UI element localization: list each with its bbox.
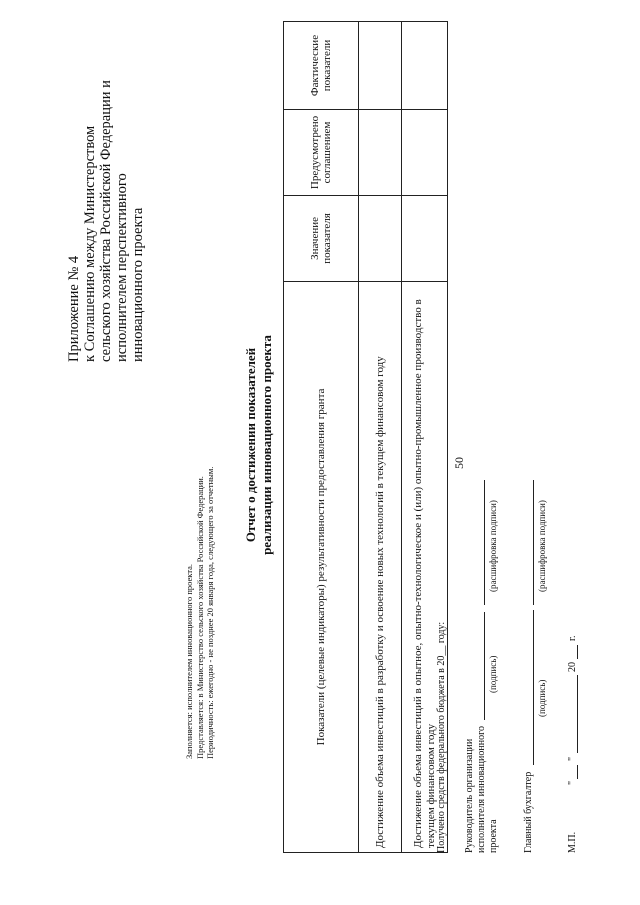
planned-cell[interactable] xyxy=(402,110,448,196)
accountant-decode-caption: (расшифровка подписи) xyxy=(537,500,547,592)
indicators-table xyxy=(283,21,448,853)
head-label-line-3: проекта xyxy=(488,819,499,853)
appendix-line: сельского хозяйства Российской Федерации и xyxy=(98,80,114,362)
report-meta xyxy=(184,467,216,759)
appendix-line: исполнителем перспективного xyxy=(114,173,130,362)
accountant-label: Главный бухгалтер xyxy=(523,771,534,853)
head-decode-line[interactable] xyxy=(484,480,485,605)
accountant-signature-line[interactable] xyxy=(533,610,534,765)
seal-mark: М.П. xyxy=(567,831,578,853)
date-suffix: г. xyxy=(567,635,578,641)
appendix-line: Приложение № 4 xyxy=(66,255,82,362)
indicator-cell: Достижение объема инвестиций в разработку и освоение новых технологий в текущем финансовом году xyxy=(359,281,402,852)
planned-cell[interactable] xyxy=(359,110,402,196)
page-number: 50 xyxy=(452,457,466,469)
appendix-line: к Соглашению между Министерством xyxy=(82,125,98,362)
head-label-line-2: исполнителя инновационного xyxy=(476,726,487,853)
head-label-line-1: Руководитель организации xyxy=(464,738,475,853)
meta-periodicity: Периодичность: ежегодно - не позднее 20 января года, следующего за отчетным. xyxy=(205,466,215,759)
head-signature-caption: (подпись) xyxy=(488,655,498,693)
actual-cell[interactable] xyxy=(359,22,402,110)
meta-submitted-to: Представляется: в Министерство сельского хозяйства Российской Федерации. xyxy=(194,476,205,759)
accountant-signature-caption: (подпись) xyxy=(537,679,547,717)
value-cell[interactable] xyxy=(402,195,448,281)
date-day-blank[interactable] xyxy=(577,765,578,779)
date-quote-close: " xyxy=(567,756,578,761)
header-value: Значение показателя xyxy=(284,195,359,281)
date-month-blank[interactable] xyxy=(577,675,578,753)
head-signature-line[interactable] xyxy=(484,612,485,720)
received-funds-label: Получено средств федерального бюджета в 20__ году: xyxy=(436,621,447,853)
date-year-blank[interactable] xyxy=(577,645,578,659)
header-actual: Фактические показатели xyxy=(284,22,359,110)
head-decode-caption: (расшифровка подписи) xyxy=(488,500,498,592)
table-row xyxy=(359,22,402,853)
date-quote-open: " xyxy=(567,780,578,785)
appendix-line: инновационного проекта xyxy=(130,207,146,362)
meta-filled-by: Заполняется: исполнителем инновационного проекта. xyxy=(184,564,194,759)
report-title xyxy=(243,295,275,595)
report-title-line: реализации инновационного проекта xyxy=(259,335,274,555)
actual-cell[interactable] xyxy=(402,22,448,110)
table-header-row xyxy=(284,22,359,853)
header-indicator: Показатели (целевые индикаторы) результативности предоставления гранта xyxy=(284,281,359,852)
indicator-cell: Достижение объема инвестиций в опытное, опытно-технологическое и (или) опытно-промышленное производство в текущем финансовом году xyxy=(402,281,448,852)
received-funds-blank[interactable] xyxy=(447,542,448,592)
appendix-heading xyxy=(66,2,146,362)
report-title-line: Отчет о достижении показателей xyxy=(243,347,258,543)
header-planned: Предусмотрено соглашением xyxy=(284,110,359,196)
date-year-prefix: 20 xyxy=(567,662,578,672)
accountant-decode-line[interactable] xyxy=(533,480,534,605)
value-cell[interactable] xyxy=(359,195,402,281)
